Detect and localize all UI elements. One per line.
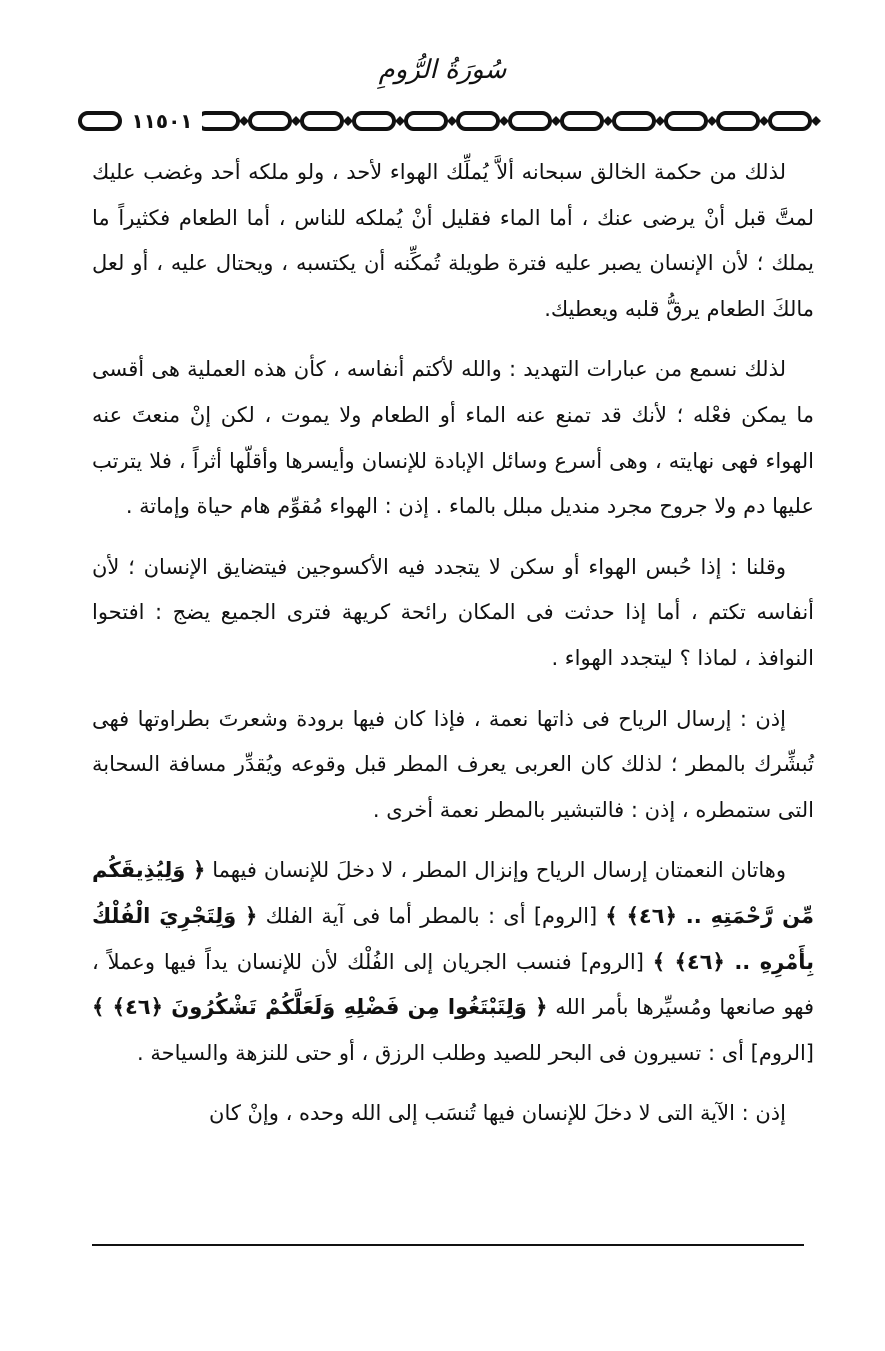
quran-quote: ﴿ وَلِيُذِيقَكُم مِّن رَّحْمَتِهِ .. ﴿٤٦﴾ ﴾: [92, 858, 814, 928]
chain-diamond: [447, 116, 457, 126]
paragraph: [92, 150, 814, 332]
text-segment: [الروم] فنسب الجريان إلى الفُلْك لأن للإنسان يداً فيها وعملاً ، فهو صانعها ومُسيِّرها بأمر الله: [92, 949, 815, 1020]
text-segment: [الروم] أى : تسيرون فى البحر للصيد وطلب الرزق ، أو حتى للنزهة والسياحة .: [136, 1040, 814, 1065]
chain-diamond: [603, 116, 613, 126]
text-segment: لذلك من حكمة الخالق سبحانه ألاَّ يُملِّك الهواء لأحد ، ولو ملكه أحد وغضب عليك لمتَّ قبل أنْ يرضى عنك ، أما الماء فقليل أنْ يُملكه للناس ، أما الطعام فكثيراً ما يملك ؛ لأن الإنسان يصبر عليه فترة طويلة تُمكِّنه أن يكتسبه ، ويحتال عليه ، أو لعل مالكَ الطعام يرقُّ قلبه ويعطيك.: [92, 160, 814, 321]
paragraph: [92, 347, 814, 529]
surah-title: سُورَةُ الرُّومِ: [378, 55, 507, 85]
chain-link: [250, 113, 290, 129]
chain-link: [614, 113, 654, 129]
page-header: [0, 50, 885, 90]
chain-link: [718, 113, 758, 129]
page-number: ١١٥٠١: [122, 106, 202, 136]
chain-link: [406, 113, 446, 129]
header-ornament: [78, 104, 838, 138]
text-segment: إذن : إرسال الرياح فى ذاتها نعمة ، فإذا كان فيها برودة وشعرتَ بطراوتها فهى تُبشِّرك بالمطر ؛ لذلك كان العربى يعرف المطر قبل وقوعه ويُقدِّر مسافة السحابة التى ستمطره ، إذن : فالتبشير بالمطر نعمة أخرى .: [92, 706, 814, 822]
chain-diamond: [707, 116, 717, 126]
paragraph: [92, 697, 814, 834]
chain-link: [510, 113, 550, 129]
chain-diamond: [759, 116, 769, 126]
quran-quote: ﴿ وَلِتَجْرِيَ الْفُلْكُ بِأَمْرِهِ .. ﴿٤٦﴾ ﴾: [92, 903, 815, 974]
chain-diamond: [291, 116, 301, 126]
chain-diamond: [343, 116, 353, 126]
chain-link: [666, 113, 706, 129]
footer-rule: [92, 1244, 804, 1246]
text-segment: إذن : الآية التى لا دخلَ للإنسان فيها تُنسَب إلى الله وحده ، وإنْ كان: [209, 1101, 786, 1126]
text-segment: وهاتان النعمتان إرسال الرياح وإنزال المطر ، لا دخلَ للإنسان فيهما: [205, 858, 786, 883]
body-text: [92, 150, 814, 1152]
chain-diamond: [551, 116, 561, 126]
text-segment: لذلك نسمع من عبارات التهديد : والله لأكتم أنفاسه ، كأن هذه العملية هى أقسى ما يمكن فعْله ؛ لأنك قد تمنع عنه الماء أو الطعام ولا يموت ، لكن إنْ منعتَ عنه الهواء فهى نهايته ، وهى أسرع وسائل الإبادة للإنسان وأيسرها وأقلّها أثراً ، فلا يترتب عليها دم ولا جروح مجرد منديل مبلل بالماء . إذن : الهواء مُقوِّم هام حياة وإماتة .: [92, 357, 814, 519]
quran-quote: ﴿ وَلِتَبْتَغُوا مِن فَضْلِهِ وَلَعَلَّكُمْ تَشْكُرُونَ ﴿٤٦﴾ ﴾: [92, 995, 548, 1020]
chain-link: [302, 113, 342, 129]
chain-diamond: [655, 116, 665, 126]
chain-link: [562, 113, 602, 129]
chain-diamond: [239, 116, 249, 126]
text-segment: [الروم] أى : بالمطر أما فى آية الفلك: [257, 903, 606, 928]
chain-link: [198, 113, 238, 129]
chain-link: [770, 113, 810, 129]
chain-diamond: [499, 116, 509, 126]
text-segment: وقلنا : إذا حُبس الهواء أو سكن لا يتجدد فيه الأكسوجين فيتضايق الإنسان ؛ لأن أنفاسه تكتم ، أما إذا حدثت فى المكان رائحة كريهة فترى الجميع يضج : افتحوا النوافذ ، لماذا ؟ ليتجدد الهواء .: [92, 554, 814, 670]
paragraph: [92, 848, 814, 1076]
paragraph: [92, 1091, 814, 1137]
paragraph: [92, 545, 814, 682]
chain-diamond: [811, 116, 821, 126]
chain-link: [354, 113, 394, 129]
chain-link: [458, 113, 498, 129]
chain-diamond: [395, 116, 405, 126]
chain-end-link: [80, 113, 120, 129]
